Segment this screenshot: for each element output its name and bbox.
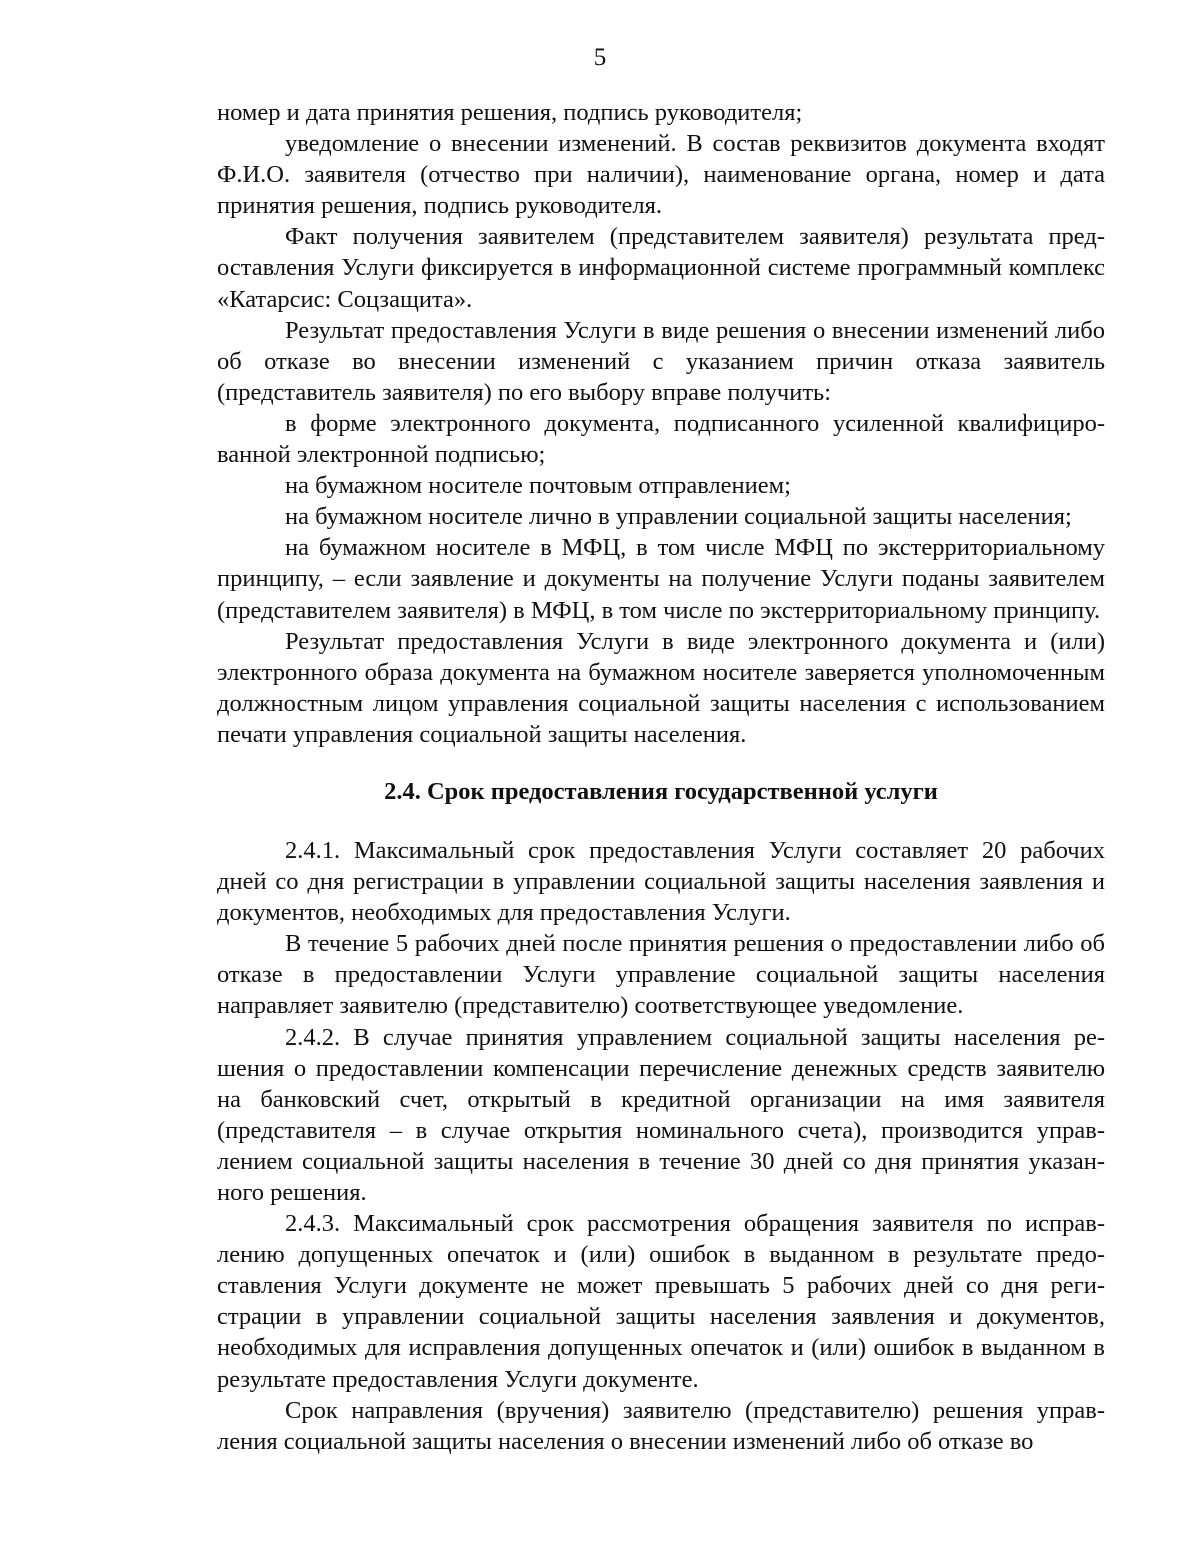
paragraph: на бумажном носителе лично в управлении социальной защиты населения;: [285, 503, 1072, 531]
paragraph: 2.4.3. Максимальный срок рассмотрения обращения заявителя по исправлению допущенных опечаток и (или) ошибок в выданном в результате предоставления Услуги документе не может превышать 5 рабочих дней со дня регистрации в управлении социальной защиты населения заявления и документов, необходимых для исправления допущенных опечаток и (или) ошибок в выданном в результате предоставления Услуги документе.: [217, 1210, 1105, 1393]
paragraph: в форме электронного документа, подписанного усиленной квалифицированной электронной подписью;: [217, 409, 1105, 469]
paragraph: Результат предоставления Услуги в виде электронного документа и (или) электронного образа документа на бумажном носителе заверяется уполномоченным должностным лицом управления социальной защиты населения с использованием печати управления социальной защиты населения.: [217, 627, 1105, 748]
paragraph: 2.4.2. В случае принятия управлением социальной защиты населения решения о предоставлении компенсации перечисление денежных средств заявителю на банковский счет, открытый в кредитной организации на имя заявителя (представителя – в случае открытия номинального счета), производится управлением социальной защиты населения в течение 30 дней со дня принятия указанного решения.: [217, 1023, 1105, 1206]
paragraph: уведомление о внесении изменений. В состав реквизитов документа входят Ф.И.О. заявителя (отчество при наличии), наименование органа, номер и дата принятия решения, подпись руководителя.: [217, 130, 1105, 220]
text-block-before: [217, 97, 1105, 750]
paragraph: номер и дата принятия решения, подпись руководителя;: [217, 99, 803, 126]
paragraph: Срок направления (вручения) заявителю (представителю) решения управления социальной защиты населения о внесении изменений либо об отказе во: [217, 1396, 1105, 1455]
paragraph: на бумажном носителе почтовым отправлением;: [285, 472, 791, 500]
document-body: [217, 97, 1105, 1457]
paragraph: 2.4.1. Максимальный срок предоставления Услуги составляет 20 рабочих дней со дня регистрации в управлении социальной защиты населения заявления и документов, необходимых для предоставления Услуги.: [217, 836, 1105, 927]
section-heading: 2.4. Срок предоставления государственной услуги: [384, 777, 938, 805]
page-number: 5: [593, 44, 607, 71]
paragraph: В течение 5 рабочих дней после принятия решения о предоставлении либо об отказе в предоставлении Услуги управление социальной защиты населения направляет заявителю (представителю) соответствующее уведомление.: [217, 930, 1105, 1020]
paragraph: Результат предоставления Услуги в виде решения о внесении изменений либо об отказе во внесении изменений с указанием причин отказа заявитель (представитель заявителя) по его выбору вправе получить:: [217, 316, 1105, 406]
paragraph: Факт получения заявителем (представителем заявителя) результата предоставления Услуги фиксируется в информационной системе программный комплекс «Катарсис: Соцзащита».: [217, 223, 1105, 313]
text-block-after: [217, 835, 1105, 1457]
paragraph: на бумажном носителе в МФЦ, в том числе МФЦ по экстерриториальному принципу, – если заявление и документы на получение Услуги поданы заявителем (представителем заявителя) в МФЦ, в том числе по экстерриториальному принципу.: [217, 534, 1105, 624]
